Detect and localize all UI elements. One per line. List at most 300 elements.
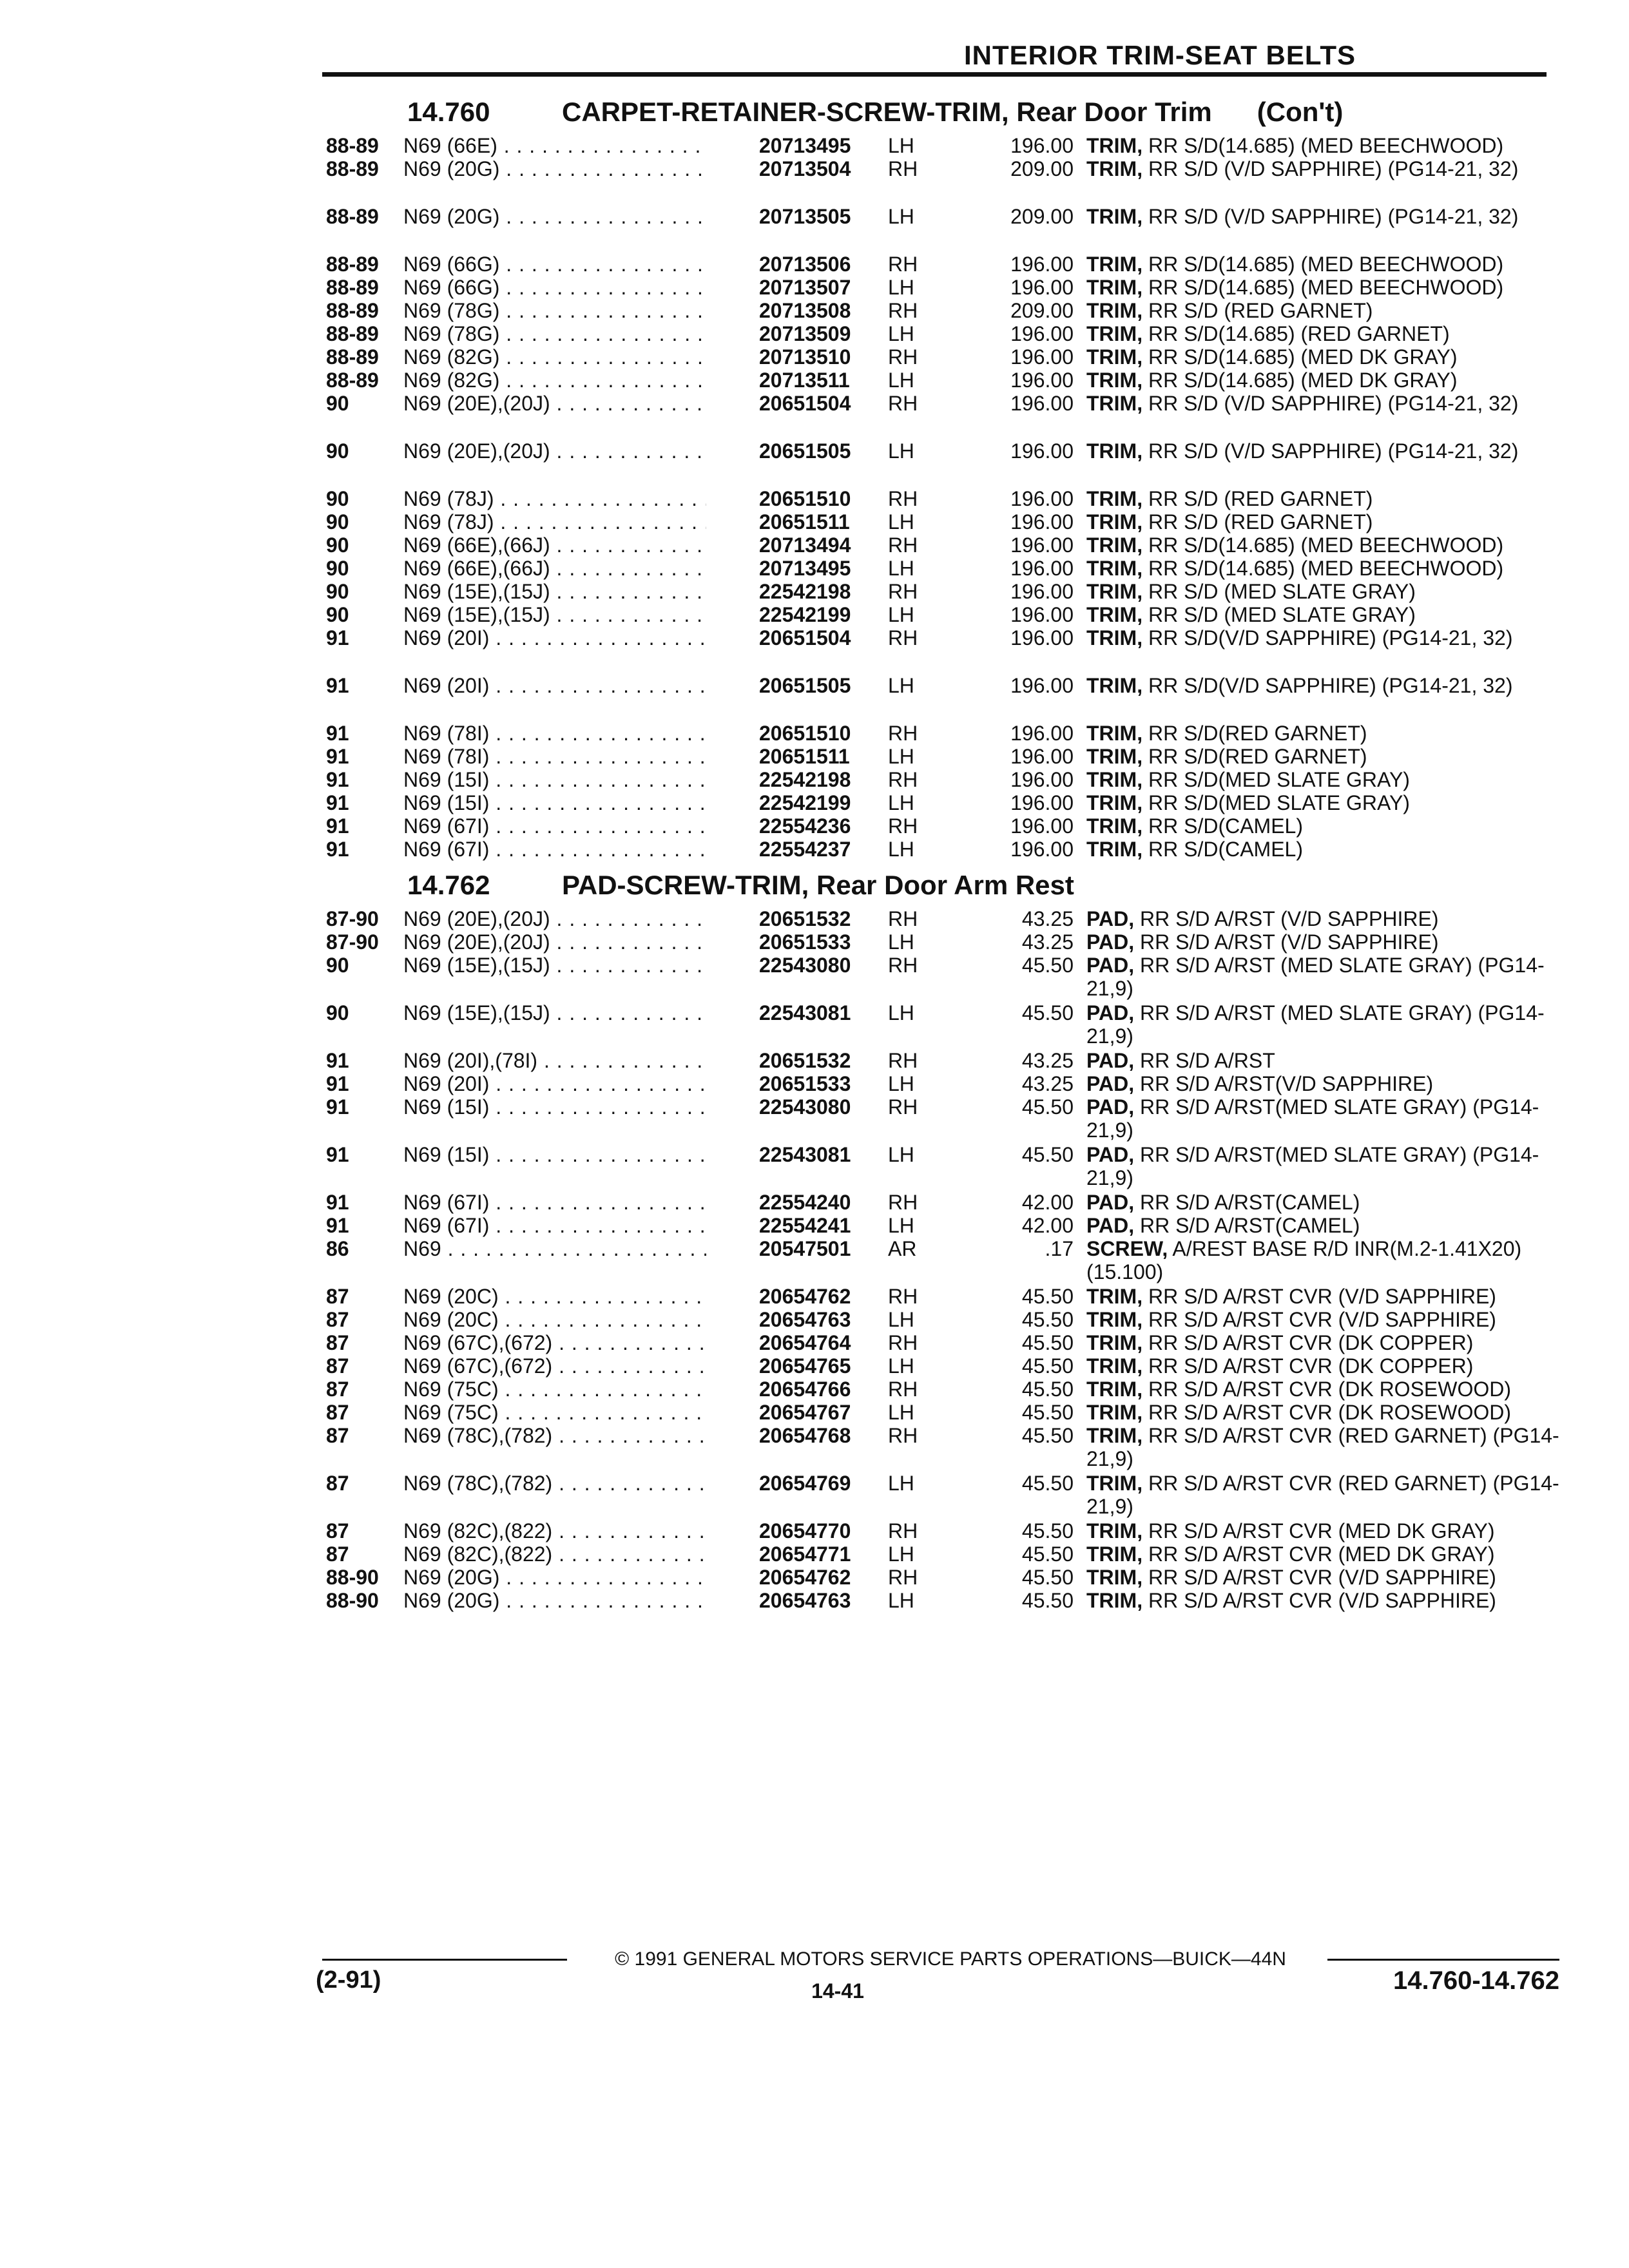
parts-row [326, 1378, 1563, 1401]
price: 45.50 [1021, 1285, 1074, 1308]
side: RH [888, 1519, 918, 1542]
description-text: RR S/D A/RST CVR (RED GARNET) (PG14-21,9) [1086, 1472, 1559, 1518]
part-number: 20713506 [759, 253, 851, 276]
model-code: N69 (15I) . . . [403, 768, 706, 791]
part-number: 22542199 [759, 603, 851, 626]
description-text: RR S/D A/RST (MED SLATE GRAY) (PG14-21,9) [1086, 954, 1545, 1000]
model-year: 91 [326, 838, 349, 861]
part-number: 20713505 [759, 205, 851, 228]
side: RH [888, 626, 918, 649]
model-code: N69 (67I) . . . [403, 814, 706, 838]
description-text: RR S/D A/RST(MED SLATE GRAY) (PG14-21,9) [1086, 1143, 1539, 1189]
description-text: RR S/D A/RST CVR (V/D SAPPHIRE) [1148, 1285, 1496, 1308]
side: RH [888, 253, 918, 276]
description-text: RR S/D A/RST CVR (V/D SAPPHIRE) [1148, 1308, 1496, 1331]
price: 45.50 [1021, 1331, 1074, 1354]
model-year: 87 [326, 1285, 349, 1308]
side: RH [888, 1095, 918, 1119]
model-code: N69 (75C) . . . [403, 1378, 706, 1401]
side: RH [888, 722, 918, 745]
model-code: N69 (78C),(782) . . . [403, 1424, 706, 1447]
description-keyword: TRIM, [1086, 276, 1143, 299]
parts-row [326, 1589, 1563, 1612]
parts-row [326, 907, 1563, 930]
side: RH [888, 814, 918, 838]
part-number: 20651511 [759, 510, 850, 533]
parts-row [326, 1049, 1563, 1072]
parts-row [326, 487, 1563, 510]
side: LH [888, 1308, 914, 1331]
part-number: 22554240 [759, 1191, 851, 1214]
model-year: 87 [326, 1354, 349, 1378]
part-number: 22543081 [759, 1143, 851, 1166]
part-number: 20654763 [759, 1589, 851, 1612]
model-year: 88-89 [326, 369, 379, 392]
model-year: 87 [326, 1472, 349, 1495]
model-code: N69 (78J) . . . [403, 510, 706, 533]
parts-row [326, 954, 1563, 1000]
part-number: 20713495 [759, 134, 851, 157]
model-code: N69 (15I) . . . [403, 1143, 706, 1166]
model-year: 88-89 [326, 157, 379, 180]
model-code: N69 (75C) . . . [403, 1401, 706, 1424]
description-keyword: TRIM, [1086, 674, 1143, 697]
description-text: RR S/D(14.685) (MED BEECHWOOD) [1148, 134, 1504, 157]
model-code: N69 (67I) . . . [403, 1214, 706, 1237]
price: 196.00 [1010, 791, 1074, 814]
price: 196.00 [1010, 533, 1074, 557]
description [1086, 510, 1563, 533]
price: 196.00 [1010, 722, 1074, 745]
parts-row [326, 322, 1563, 345]
model-code: N69 (67C),(672) . . . [403, 1331, 706, 1354]
parts-row [326, 745, 1563, 768]
price: 45.50 [1021, 1472, 1074, 1495]
description [1086, 1214, 1563, 1237]
description-keyword: PAD, [1086, 1143, 1135, 1166]
parts-row [326, 557, 1563, 580]
description-text: RR S/D (RED GARNET) [1148, 510, 1373, 533]
price: 42.00 [1021, 1214, 1074, 1237]
side: LH [888, 1472, 914, 1495]
part-number: 20654769 [759, 1472, 851, 1495]
description-keyword: PAD, [1086, 1049, 1135, 1072]
price: 209.00 [1010, 299, 1074, 322]
footer-copyright: © 1991 GENERAL MOTORS SERVICE PARTS OPERATIONS—BUICK—44N [615, 1948, 1286, 1970]
part-number: 20654762 [759, 1285, 851, 1308]
model-code: N69 (66E) . . . [403, 134, 706, 157]
part-number: 20651533 [759, 930, 851, 954]
description-keyword: TRIM, [1086, 768, 1143, 791]
description-keyword: TRIM, [1086, 557, 1143, 580]
description-keyword: TRIM, [1086, 205, 1143, 228]
description [1086, 838, 1563, 861]
description-text: RR S/D A/RST CVR (V/D SAPPHIRE) [1148, 1566, 1496, 1589]
description-keyword: PAD, [1086, 907, 1135, 930]
part-number: 20654771 [759, 1542, 851, 1566]
parts-row [326, 345, 1563, 369]
description-text: RR S/D A/RST CVR (DK ROSEWOOD) [1148, 1378, 1511, 1401]
side: RH [888, 299, 918, 322]
price: 45.50 [1021, 1566, 1074, 1589]
description [1086, 322, 1563, 345]
model-code: N69 (15E),(15J) . . . [403, 1001, 706, 1024]
side: LH [888, 930, 914, 954]
page-header: INTERIOR TRIM-SEAT BELTS [963, 40, 1356, 70]
description-keyword: TRIM, [1086, 838, 1143, 861]
description [1086, 1308, 1563, 1331]
description [1086, 157, 1563, 180]
model-code: N69 (78C),(782) . . . [403, 1472, 706, 1495]
description-text: RR S/D A/RST(MED SLATE GRAY) (PG14-21,9) [1086, 1095, 1539, 1142]
model-year: 87-90 [326, 907, 379, 930]
part-number: 22554237 [759, 838, 851, 861]
model-year: 90 [326, 439, 349, 463]
description [1086, 1542, 1563, 1566]
description-text: RR S/D(V/D SAPPHIRE) (PG14-21, 32) [1148, 674, 1513, 697]
description-text: RR S/D(14.685) (MED BEECHWOOD) [1148, 253, 1504, 276]
model-year: 86 [326, 1237, 349, 1260]
parts-row [326, 1308, 1563, 1331]
model-year: 90 [326, 1001, 349, 1024]
price: 45.50 [1021, 1401, 1074, 1424]
description [1086, 626, 1563, 649]
description-text: RR S/D A/RST CVR (DK ROSEWOOD) [1148, 1401, 1511, 1424]
model-year: 90 [326, 603, 349, 626]
model-year: 88-89 [326, 134, 379, 157]
description-keyword: TRIM, [1086, 1378, 1143, 1401]
model-year: 91 [326, 1191, 349, 1214]
model-code: N69 (15E),(15J) . . . [403, 954, 706, 977]
parts-row [326, 1143, 1563, 1189]
parts-row [326, 1072, 1563, 1095]
model-year: 91 [326, 722, 349, 745]
model-year: 87 [326, 1519, 349, 1542]
description [1086, 674, 1563, 697]
section-title [407, 870, 1119, 901]
parts-row [326, 603, 1563, 626]
description-keyword: TRIM, [1086, 603, 1143, 626]
description-text: RR S/D(RED GARNET) [1148, 722, 1367, 745]
model-year: 91 [326, 1214, 349, 1237]
model-code: N69 (78I) . . . [403, 745, 706, 768]
parts-row [326, 930, 1563, 954]
description-keyword: TRIM, [1086, 253, 1143, 276]
model-code: N69 (20E),(20J) . . . [403, 392, 706, 415]
parts-row [326, 1472, 1563, 1518]
description-text: RR S/D (MED SLATE GRAY) [1148, 603, 1416, 626]
description-keyword: TRIM, [1086, 1542, 1143, 1566]
model-code: N69 . . . [403, 1237, 706, 1260]
description-keyword: TRIM, [1086, 157, 1143, 180]
parts-row [326, 674, 1563, 697]
model-year: 88-89 [326, 276, 379, 299]
parts-row [326, 1401, 1563, 1424]
model-code: N69 (20G) . . . [403, 1566, 706, 1589]
side: RH [888, 907, 918, 930]
description [1086, 1095, 1563, 1142]
price: 43.25 [1021, 907, 1074, 930]
model-year: 91 [326, 1095, 349, 1119]
description-keyword: TRIM, [1086, 345, 1143, 369]
model-code: N69 (67I) . . . [403, 838, 706, 861]
part-number: 20654762 [759, 1566, 851, 1589]
model-year: 91 [326, 626, 349, 649]
part-number: 20654766 [759, 1378, 851, 1401]
description-text: RR S/D(MED SLATE GRAY) [1148, 768, 1410, 791]
description-text: RR S/D A/RST (MED SLATE GRAY) (PG14-21,9) [1086, 1001, 1545, 1048]
part-number: 20654767 [759, 1401, 851, 1424]
price: 209.00 [1010, 157, 1074, 180]
side: RH [888, 345, 918, 369]
description-keyword: PAD, [1086, 1191, 1135, 1214]
part-number: 20713507 [759, 276, 851, 299]
description-keyword: PAD, [1086, 930, 1135, 954]
section-continued: (Con't) [1257, 97, 1344, 127]
model-year: 87-90 [326, 930, 379, 954]
part-number: 20654763 [759, 1308, 851, 1331]
model-year: 88-89 [326, 205, 379, 228]
price: 196.00 [1010, 768, 1074, 791]
model-year: 88-90 [326, 1589, 379, 1612]
parts-row [326, 791, 1563, 814]
description [1086, 439, 1563, 463]
parts-row [326, 1519, 1563, 1542]
description-text: RR S/D A/RST (V/D SAPPHIRE) [1139, 907, 1439, 930]
price: 43.25 [1021, 930, 1074, 954]
price: 45.50 [1021, 1001, 1074, 1024]
parts-row [326, 1237, 1563, 1283]
description-text: RR S/D A/RST(CAMEL) [1139, 1191, 1360, 1214]
part-number: 20651511 [759, 745, 850, 768]
price: 196.00 [1010, 439, 1074, 463]
footer-rule-right [1327, 1959, 1559, 1961]
model-code: N69 (20I) . . . [403, 1072, 706, 1095]
price: 196.00 [1010, 487, 1074, 510]
description [1086, 791, 1563, 814]
part-number: 20651505 [759, 674, 851, 697]
model-year: 91 [326, 674, 349, 697]
description [1086, 299, 1563, 322]
part-number: 22542199 [759, 791, 851, 814]
description-keyword: TRIM, [1086, 369, 1143, 392]
part-number: 20651532 [759, 907, 851, 930]
side: RH [888, 157, 918, 180]
description-text: RR S/D(14.685) (MED DK GRAY) [1148, 369, 1458, 392]
description-text: RR S/D(MED SLATE GRAY) [1148, 791, 1410, 814]
model-year: 90 [326, 954, 349, 977]
part-number: 20713495 [759, 557, 851, 580]
model-code: N69 (67C),(672) . . . [403, 1354, 706, 1378]
price: 196.00 [1010, 838, 1074, 861]
description-keyword: TRIM, [1086, 1331, 1143, 1354]
price: 196.00 [1010, 814, 1074, 838]
side: RH [888, 533, 918, 557]
price: 196.00 [1010, 603, 1074, 626]
side: RH [888, 392, 918, 415]
model-code: N69 (20G) . . . [403, 205, 706, 228]
description-keyword: TRIM, [1086, 533, 1143, 557]
model-code: N69 (20C) . . . [403, 1308, 706, 1331]
part-number: 20654770 [759, 1519, 851, 1542]
parts-row [326, 1095, 1563, 1142]
description-keyword: PAD, [1086, 1095, 1135, 1119]
model-code: N69 (20C) . . . [403, 1285, 706, 1308]
side: RH [888, 1285, 918, 1308]
model-year: 91 [326, 814, 349, 838]
model-code: N69 (15E),(15J) . . . [403, 603, 706, 626]
model-code: N69 (15I) . . . [403, 791, 706, 814]
description-text: RR S/D A/RST CVR (V/D SAPPHIRE) [1148, 1589, 1496, 1612]
description-text: A/REST BASE R/D INR(M.2-1.41X20)(15.100) [1086, 1237, 1522, 1283]
description-keyword: TRIM, [1086, 134, 1143, 157]
description-text: RR S/D A/RST(CAMEL) [1139, 1214, 1360, 1237]
parts-row [326, 1354, 1563, 1378]
price: 196.00 [1010, 557, 1074, 580]
model-year: 90 [326, 510, 349, 533]
description-text: RR S/D(CAMEL) [1148, 814, 1303, 838]
model-year: 87 [326, 1331, 349, 1354]
description [1086, 253, 1563, 276]
price: 45.50 [1021, 1542, 1074, 1566]
model-code: N69 (20G) . . . [403, 157, 706, 180]
description-text: RR S/D (RED GARNET) [1148, 487, 1373, 510]
model-year: 88-89 [326, 345, 379, 369]
description [1086, 1191, 1563, 1214]
model-year: 88-89 [326, 253, 379, 276]
model-year: 87 [326, 1424, 349, 1447]
description-text: RR S/D (V/D SAPPHIRE) (PG14-21, 32) [1148, 157, 1519, 180]
description [1086, 392, 1563, 415]
part-number: 20651510 [759, 722, 851, 745]
description [1086, 1519, 1563, 1542]
header-rule [322, 72, 1547, 77]
description-keyword: SCREW, [1086, 1237, 1168, 1260]
footer-section-range: 14.760-14.762 [1393, 1966, 1559, 1995]
parts-row [326, 533, 1563, 557]
description-keyword: TRIM, [1086, 1589, 1143, 1612]
model-code: N69 (78I) . . . [403, 722, 706, 745]
price: 196.00 [1010, 276, 1074, 299]
model-code: N69 (82C),(822) . . . [403, 1542, 706, 1566]
description [1086, 954, 1563, 1000]
parts-row [326, 299, 1563, 322]
description [1086, 1285, 1563, 1308]
model-code: N69 (78G) . . . [403, 299, 706, 322]
section-number: 14.760 [407, 97, 490, 127]
model-code: N69 (66E),(66J) . . . [403, 533, 706, 557]
footer-page-number: 14-41 [811, 1979, 864, 2003]
parts-row [326, 205, 1563, 228]
model-code: N69 (20E),(20J) . . . [403, 907, 706, 930]
price: 196.00 [1010, 674, 1074, 697]
description-keyword: PAD, [1086, 954, 1135, 977]
description-text: RR S/D(14.685) (MED BEECHWOOD) [1148, 533, 1504, 557]
price: 45.50 [1021, 1589, 1074, 1612]
description [1086, 134, 1563, 157]
model-year: 87 [326, 1308, 349, 1331]
description-keyword: TRIM, [1086, 1472, 1143, 1495]
model-year: 91 [326, 791, 349, 814]
description [1086, 1589, 1563, 1612]
description [1086, 814, 1563, 838]
side: LH [888, 439, 914, 463]
side: RH [888, 1378, 918, 1401]
model-code: N69 (82C),(822) . . . [403, 1519, 706, 1542]
footer-date: (2-91) [316, 1966, 381, 1994]
part-number: 20654764 [759, 1331, 851, 1354]
side: LH [888, 1589, 914, 1612]
description-text: RR S/D (V/D SAPPHIRE) (PG14-21, 32) [1148, 205, 1519, 228]
section-heading: PAD-SCREW-TRIM, Rear Door Arm Rest [562, 870, 1074, 900]
price: 45.50 [1021, 1424, 1074, 1447]
section-title [407, 97, 1343, 128]
side: LH [888, 322, 914, 345]
parts-row [326, 814, 1563, 838]
description [1086, 722, 1563, 745]
side: LH [888, 134, 914, 157]
description [1086, 768, 1563, 791]
part-number: 20713504 [759, 157, 851, 180]
description-text: RR S/D (RED GARNET) [1148, 299, 1373, 322]
price: 196.00 [1010, 253, 1074, 276]
model-code: N69 (20E),(20J) . . . [403, 930, 706, 954]
model-year: 87 [326, 1542, 349, 1566]
description-keyword: TRIM, [1086, 814, 1143, 838]
description [1086, 345, 1563, 369]
side: RH [888, 1331, 918, 1354]
side: LH [888, 745, 914, 768]
price: .17 [1045, 1237, 1074, 1260]
price: 196.00 [1010, 745, 1074, 768]
description [1086, 557, 1563, 580]
description-text: RR S/D A/RST CVR (DK COPPER) [1148, 1354, 1474, 1378]
model-code: N69 (20I) . . . [403, 674, 706, 697]
description-text: RR S/D A/RST CVR (MED DK GRAY) [1148, 1519, 1495, 1542]
side: RH [888, 1424, 918, 1447]
price: 209.00 [1010, 205, 1074, 228]
description [1086, 1001, 1563, 1048]
part-number: 20651532 [759, 1049, 851, 1072]
description-keyword: TRIM, [1086, 439, 1143, 463]
price: 45.50 [1021, 1143, 1074, 1166]
description-text: RR S/D(14.685) (MED BEECHWOOD) [1148, 557, 1504, 580]
side: LH [888, 205, 914, 228]
price: 45.50 [1021, 954, 1074, 977]
parts-row [326, 134, 1563, 157]
price: 196.00 [1010, 369, 1074, 392]
side: LH [888, 791, 914, 814]
model-year: 90 [326, 392, 349, 415]
description-keyword: TRIM, [1086, 392, 1143, 415]
description [1086, 1331, 1563, 1354]
description [1086, 745, 1563, 768]
description-keyword: TRIM, [1086, 791, 1143, 814]
price: 45.50 [1021, 1308, 1074, 1331]
description-text: RR S/D(14.685) (MED BEECHWOOD) [1148, 276, 1504, 299]
description-keyword: TRIM, [1086, 1424, 1143, 1447]
description-keyword: PAD, [1086, 1214, 1135, 1237]
part-number: 20547501 [759, 1237, 851, 1260]
side: LH [888, 1542, 914, 1566]
part-number: 22543081 [759, 1001, 851, 1024]
description-text: RR S/D(14.685) (MED DK GRAY) [1148, 345, 1458, 369]
model-code: N69 (20G) . . . [403, 1589, 706, 1612]
part-number: 20654768 [759, 1424, 851, 1447]
side: RH [888, 1049, 918, 1072]
price: 45.50 [1021, 1378, 1074, 1401]
parts-row [326, 1331, 1563, 1354]
